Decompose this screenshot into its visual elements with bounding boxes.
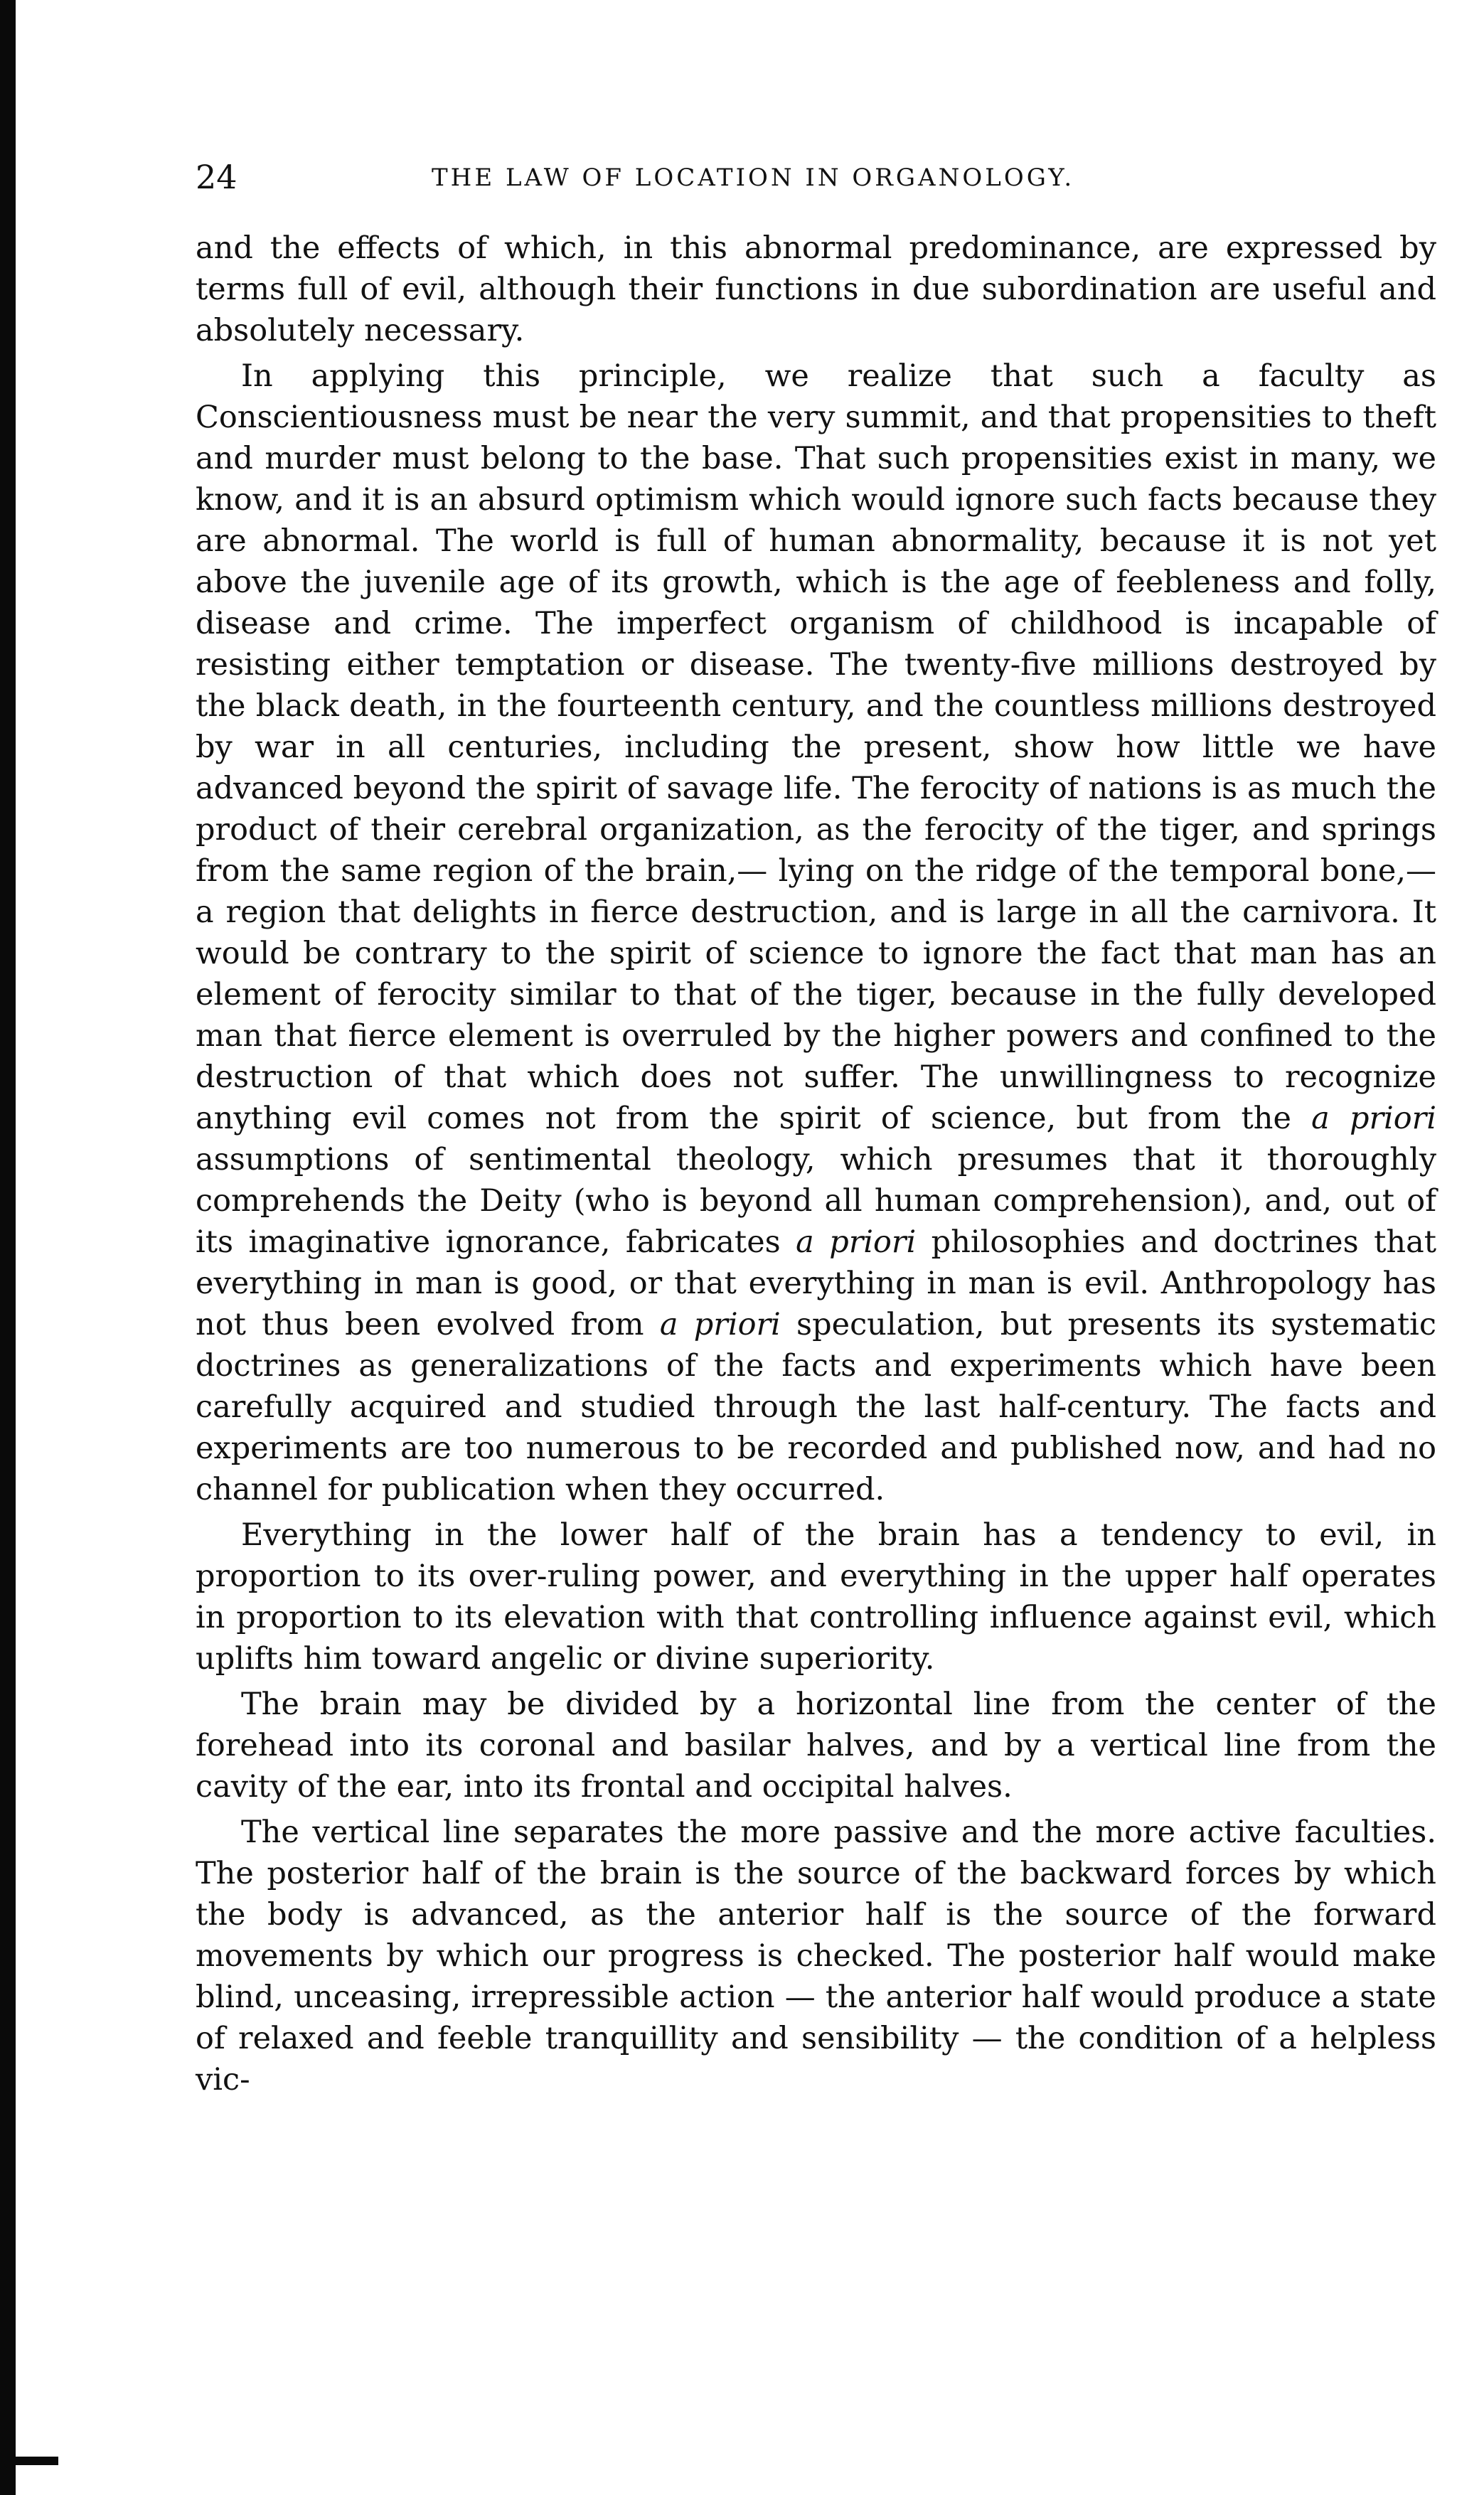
paragraph-continuation	[196, 228, 1436, 351]
text-segment: assumptions of sentimental theology, which presumes that it thoroughly comprehends the Deity (who is beyond all human comprehension), and, out of its imaginative ignorance, fabricates	[196, 1142, 1436, 1260]
italic-term: a priori	[659, 1307, 781, 1342]
text-segment: and the effects of which, in this abnormal predominance, are expressed by terms full of evil, although their functions in due subordination are useful and absolutely necessary.	[196, 230, 1436, 348]
scan-border	[0, 0, 16, 2495]
italic-term: a priori	[796, 1224, 917, 1260]
paragraph-lower-half	[196, 1514, 1436, 1679]
running-head	[196, 158, 1436, 201]
paragraph-principle	[196, 356, 1436, 1510]
body-text	[196, 228, 1436, 2100]
italic-term: a priori	[1311, 1101, 1436, 1136]
book-page	[196, 158, 1436, 2105]
text-segment: In applying this principle, we realize that such a faculty as Conscientiousness must be near the very summit, and that propensities to theft and murder must belong to the base. That such propensities exist in many, we know, and it is an absurd optimism which would ignore such facts because they are abnormal. The world is full of human abnormality, because it is not yet above the juvenile age of its growth, which is the age of feebleness and folly, disease and crime. The imperfect organism of childhood is incapable of resisting either temptation or disease. The twenty-five millions destroyed by the black death, in the fourteenth century, and the countless millions destroyed by war in all centuries, including the present, show how little we have advanced beyond the spirit of savage life. The ferocity of nations is as much the product of their cerebral organization, as the ferocity of the tiger, and springs from the same region of the brain,— lying on the ridge of the temporal bone,— a region that delights in fierce destruction, and is large in all the carnivora. It would be contrary to the spirit of science to ignore the fact that man has an element of ferocity similar to that of the tiger, because in the fully developed man that fierce element is overruled by the higher powers and confined to the destruction of that which does not suffer. The unwillingness to recognize anything evil comes not from the spirit of science, but from the	[196, 358, 1436, 1136]
text-segment: philosophies and doctrines that everything in man is good, or that everything in man is evil. Anthropology has not thus been evolved from	[196, 1224, 1437, 1342]
paragraph-division	[196, 1684, 1436, 1807]
page-number: 24	[196, 158, 237, 196]
paragraph-vertical-line	[196, 1812, 1436, 2100]
text-segment: The brain may be divided by a horizontal line from the center of the forehead into its coronal and basilar halves, and by a vertical line from the cavity of the ear, into its frontal and occipital halves.	[196, 1687, 1436, 1805]
text-segment: The vertical line separates the more passive and the more active faculties. The posterior half of the brain is the source of the backward forces by which the body is advanced, as the anterior half is the source of the forward movements by which our progress is checked. The posterior half would make blind, unceasing, irrepressible action — the anterior half would produce a state of relaxed and feeble tranquillity and sensibility — the condition of a helpless vic-	[196, 1815, 1436, 2098]
running-title: THE LAW OF LOCATION IN ORGANOLOGY.	[432, 164, 1075, 192]
text-segment: speculation, but presents its systematic doctrines as generalizations of the facts and experiments which have been carefully acquired and studied through the last half-century. The facts and experiments are too numerous to be recorded and published now, and had no channel for publication when they occurred.	[196, 1307, 1436, 1507]
text-segment: Everything in the lower half of the brain has a tendency to evil, in proportion to its over-ruling power, and everything in the upper half operates in proportion to its elevation with that controlling influence against evil, which uplifts him toward angelic or divine superiority.	[196, 1517, 1436, 1677]
scan-mark	[16, 2457, 58, 2465]
